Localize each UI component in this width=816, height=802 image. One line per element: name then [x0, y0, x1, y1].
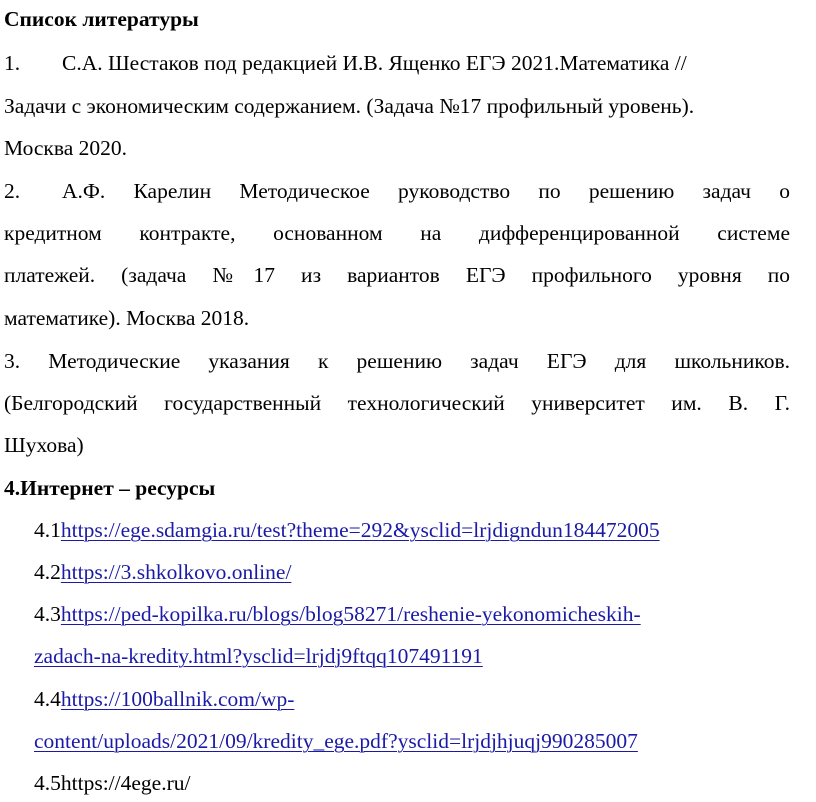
reference-1-text: С.А. Шестаков под редакцией И.В. Ященко ЕГЭ 2021.Математика // — [62, 51, 687, 75]
link-4-4 — [34, 686, 294, 712]
link-4-3-url-part-1[interactable]: https://ped-kopilka.ru/blogs/blog58271/reshenie-yekonomicheskih- — [60, 602, 641, 626]
link-4-5-text: https://4ege.ru/ — [60, 771, 191, 795]
reference-2-line-1 — [4, 178, 790, 204]
reference-3-line-3: Шухова) — [4, 433, 84, 457]
reference-2-text: А.Ф. Карелин Методическое руководство по решению задач о — [62, 179, 790, 203]
link-4-2-url[interactable]: https://3.shkolkovo.online/ — [60, 560, 292, 584]
reference-1-line-3: Москва 2020. — [4, 136, 128, 160]
link-4-3 — [34, 601, 641, 627]
reference-2-line-4: математике). Москва 2018. — [4, 306, 250, 330]
link-4-3-continuation — [34, 643, 483, 669]
reference-2-line-3: платежей. (задача №17 из вариантов ЕГЭ профильного уровня по — [4, 263, 790, 287]
link-4-3-url-part-2[interactable]: zadach-na-kredity.html?ysclid=lrjdj9ftqq107491191 — [34, 644, 483, 668]
link-4-4-continuation — [34, 728, 638, 754]
link-4-1 — [34, 517, 660, 543]
reference-1-number: 1. — [4, 51, 21, 75]
reference-3-line-1: 3. Методические указания к решению задач ЕГЭ для школьников. — [4, 349, 790, 373]
link-4-1-prefix: 4.1 — [34, 518, 61, 542]
link-4-2-prefix: 4.2 — [34, 560, 61, 584]
link-4-4-prefix: 4.4 — [34, 687, 61, 711]
link-4-5 — [34, 770, 190, 796]
reference-2-line-2: кредитном контракте, основанном на дифференцированной системе — [4, 221, 790, 245]
reference-1-line-2: Задачи с экономическим содержанием. (Задача №17 профильный уровень). — [4, 94, 695, 118]
reference-2-number: 2. — [4, 179, 21, 203]
page-title: Список литературы — [4, 7, 199, 31]
link-4-4-url-part-2[interactable]: content/uploads/2021/09/kredity_ege.pdf?ysclid=lrjdjhjuqj990285007 — [34, 729, 638, 753]
link-4-5-prefix: 4.5 — [34, 771, 61, 795]
internet-resources-heading: 4.Интернет – ресурсы — [4, 476, 216, 500]
link-4-4-url-part-1[interactable]: https://100ballnik.com/wp- — [60, 687, 295, 711]
link-4-3-prefix: 4.3 — [34, 602, 61, 626]
reference-1-line-1 — [4, 50, 687, 76]
link-4-1-url[interactable]: https://ege.sdamgia.ru/test?theme=292&ysclid=lrjdigndun184472005 — [60, 518, 660, 542]
link-4-2 — [34, 559, 291, 585]
reference-3-line-2: (Белгородский государственный технологический университет им. В. Г. — [4, 391, 790, 415]
